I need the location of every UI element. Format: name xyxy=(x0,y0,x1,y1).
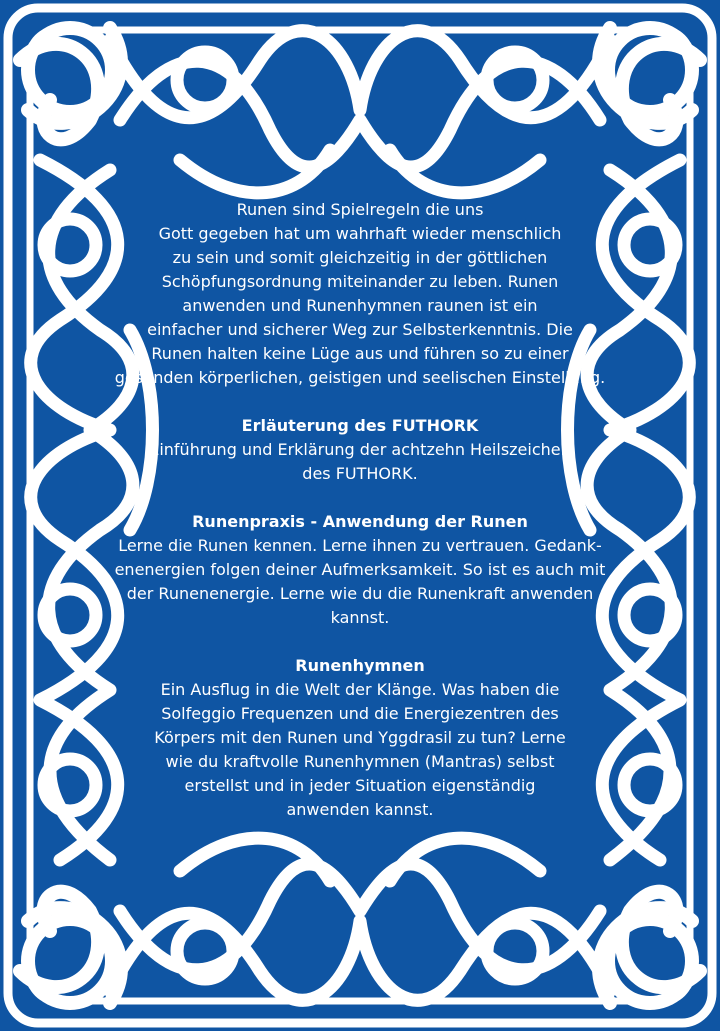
knotwork-bottom-band xyxy=(110,838,610,1000)
intro-line: Runen halten keine Lüge aus und führen so zu einer xyxy=(151,344,569,363)
section-line: Solfeggio Frequenzen und die Energiezentren des xyxy=(161,704,559,723)
intro-line: einfacher und sicherer Weg zur Selbsterkenntnis. Die xyxy=(147,320,573,339)
section-runenhymnen xyxy=(90,654,630,822)
section-line: Einführung und Erklärung der achtzehn Heilszeichen xyxy=(149,440,571,459)
section-heading: Runenpraxis - Anwendung der Runen xyxy=(192,512,528,531)
section-line: enenergien folgen deiner Aufmerksamkeit. So ist es auch mit xyxy=(114,560,606,579)
section-futhork xyxy=(90,414,630,486)
intro-paragraph xyxy=(90,198,630,390)
section-line: Körpers mit den Runen und Yggdrasil zu tun? Lerne xyxy=(154,728,566,747)
content-text xyxy=(90,198,630,822)
section-heading: Erläuterung des FUTHORK xyxy=(241,416,479,435)
intro-line: zu sein und somit gleichzeitig in der göttlichen xyxy=(172,248,548,267)
section-line: Lerne die Runen kennen. Lerne ihnen zu vertrauen. Gedank- xyxy=(118,536,602,555)
intro-line: anwenden und Runenhymnen raunen ist ein xyxy=(182,296,538,315)
section-line: Ein Ausflug in die Welt der Klänge. Was haben die xyxy=(160,680,560,699)
section-heading: Runenhymnen xyxy=(295,656,425,675)
intro-line: Schöpfungsordnung miteinander zu leben. Runen xyxy=(161,272,559,291)
section-line: anwenden kannst. xyxy=(286,800,434,819)
intro-line: Gott gegeben hat um wahrhaft wieder menschlich xyxy=(158,224,562,243)
section-runenpraxis xyxy=(90,510,630,630)
section-line: erstellst und in jeder Situation eigenständig xyxy=(184,776,536,795)
knotwork-top-band xyxy=(110,31,610,193)
intro-line: Runen sind Spielregeln die uns xyxy=(236,200,484,219)
section-line: der Runenenergie. Lerne wie du die Runenkraft anwenden xyxy=(126,584,594,603)
section-line: kannst. xyxy=(330,608,390,627)
intro-line: gesunden körperlichen, geistigen und seelischen Einstellung. xyxy=(114,368,606,387)
section-line: des FUTHORK. xyxy=(302,464,418,483)
section-line: wie du kraftvolle Runenhymnen (Mantras) selbst xyxy=(165,752,555,771)
